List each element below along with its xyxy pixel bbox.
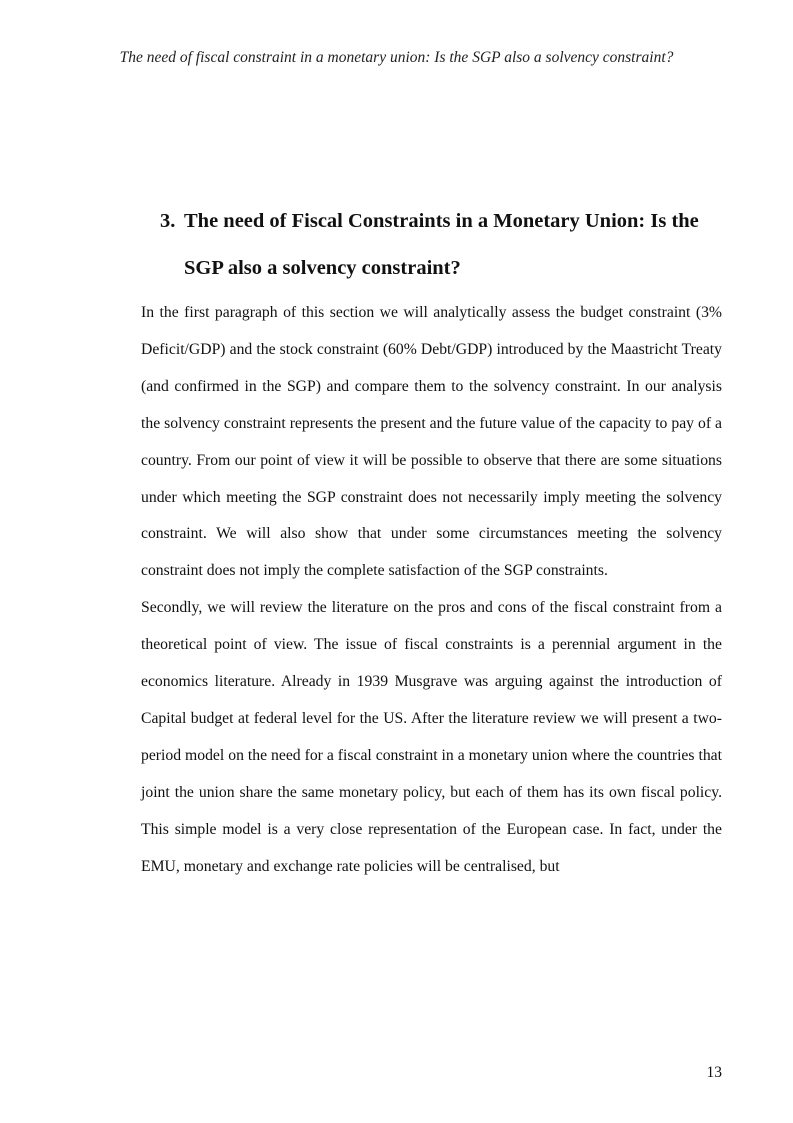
section-title-line1: The need of Fiscal Constraints in a Monetary Union: Is the [184,210,699,232]
section-heading-line1 [160,198,740,245]
body-text [141,295,722,886]
paragraph-1: In the first paragraph of this section we will analytically assess the budget constraint (3% Deficit/GDP) and the stock constraint (60% Debt/GDP) introduced by the Maastricht Treaty (and confirmed in the SGP) and compare them to the solvency constraint. In our analysis the solvency constraint represents the present and the future value of the capacity to pay of a country. From our point of view it will be possible to observe that there are some situations under which meeting the SGP constraint does not necessarily imply meeting the solvency constraint. We will also show that under some circumstances meeting the solvency constraint does not imply the complete satisfaction of the SGP constraints. [141,304,722,580]
running-header: The need of fiscal constraint in a monetary union: Is the SGP also a solvency constraint? [119,49,674,66]
section-heading [160,198,740,292]
section-number: 3. [160,210,176,232]
page-number: 13 [706,1064,722,1081]
section-title-line2: SGP also a solvency constraint? [184,257,461,279]
paragraph-2: Secondly, we will review the literature on the pros and cons of the fiscal constraint from a theoretical point of view. The issue of fiscal constraints is a perennial argument in the economics literature. Already in 1939 Musgrave was arguing against the introduction of Capital budget at federal level for the US. After the literature review we will present a two-period model on the need for a fiscal constraint in a monetary union where the countries that joint the union share the same monetary policy, but each of them has its own fiscal policy. This simple model is a very close representation of the European case. In fact, under the EMU, monetary and exchange rate policies will be centralised, but [141,599,722,875]
